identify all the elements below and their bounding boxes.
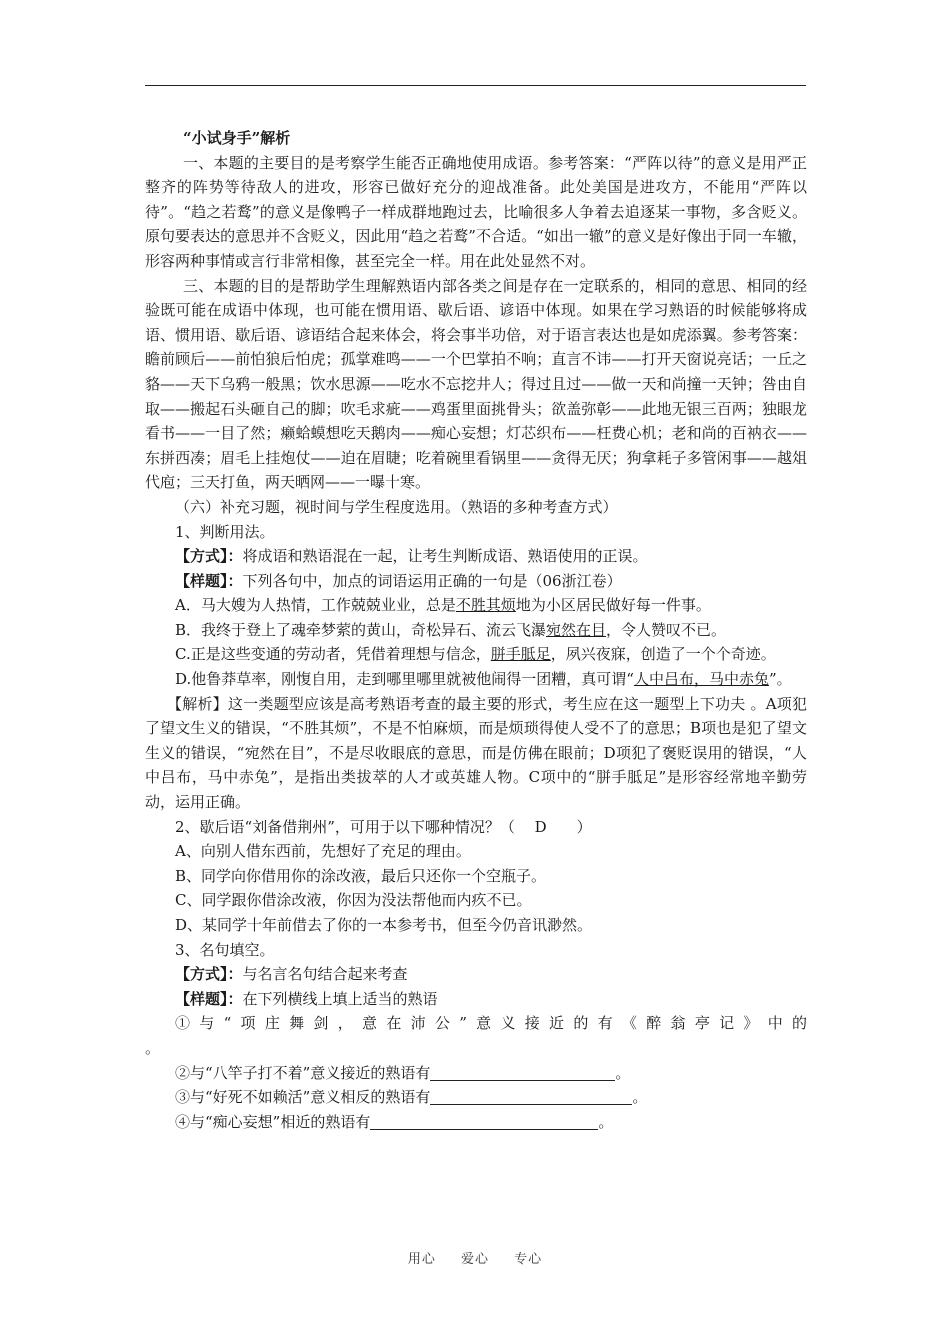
answer-blank[interactable] xyxy=(430,1090,632,1105)
q3-item-4: ④与“痴心妄想”相近的熟语有 。 xyxy=(175,1112,614,1131)
q1-sample xyxy=(145,569,807,594)
section-title: “小试身手”解析 xyxy=(183,129,291,147)
q2-question: 2、歇后语“刘备借荆州”，可用于以下哪种情况？（ D ） xyxy=(175,817,592,836)
method-text: 将成语和熟语混在一起，让考生判断成语、熟语使用的正误。 xyxy=(242,547,648,566)
answer-blank[interactable] xyxy=(430,1066,615,1081)
footer-word: 专心 xyxy=(514,1252,543,1267)
q3-method xyxy=(145,962,807,987)
sample-label: 【样题】： xyxy=(175,571,243,590)
sample-text: 下列各句中，加点的词语运用正确的一句是（06浙江卷） xyxy=(242,571,622,590)
q1-option-a: A．马大嫂为人热情，工作兢兢业业，总是不胜其烦地为小区居民做好每一件事。 xyxy=(175,596,711,615)
q1-analysis: 【解析】这一类题型应该是高考熟语考查的最主要的形式，考生应在这一题型上下功夫 。A项犯了望文生义的错误，“不胜其烦”，不是不怕麻烦，而是烦琐得使人受不了的意思；B项也是犯了望文生义的错误，“宛然在目”，不是尽收眼底的意思，而是仿佛在眼前；D项犯了褒贬误用的错误，“人中吕布，马中赤兔”，是指出类拔萃的人才或英雄人物。C项中的“胼手胝足”是形容经常地辛勤劳动，运用正确。 xyxy=(145,694,807,812)
method-label: 【方式】： xyxy=(175,965,243,984)
section-6-heading: （六）补充习题，视时间与学生程度选用。（熟语的多种考查方式） xyxy=(175,497,618,516)
q3-heading: 3、名句填空。 xyxy=(175,940,275,959)
q3-item-3: ③与“好死不如赖活”意义相反的熟语有 。 xyxy=(175,1088,648,1107)
document-body xyxy=(145,126,807,1134)
q3-item-1-end: 。 xyxy=(145,1038,161,1057)
q3-item-1: ①与“项庄舞剑，意在沛公”意义接近的有《醉翁亭记》中的 xyxy=(175,1014,807,1033)
sample-text: 在下列横线上填上适当的熟语 xyxy=(242,989,438,1008)
header-rule xyxy=(145,85,806,86)
method-text: 与名言名句结合起来考查 xyxy=(242,965,408,984)
underlined-term: 人中吕布，马中赤兔 xyxy=(633,670,769,689)
q1-option-d: D.他鲁莽草率，刚愎自用，走到哪里哪里就被他闹得一团糟，真可谓“人中吕布，马中赤兔”。 xyxy=(175,670,792,689)
q1-option-b: B．我终于登上了魂牵梦萦的黄山，奇松异石、流云飞瀑宛然在目，令人赞叹不已。 xyxy=(175,620,727,639)
method-label: 【方式】： xyxy=(175,547,243,566)
paragraph-3: 三、本题的目的是帮助学生理解熟语内部各类之间是存在一定联系的，相同的意思、相同的经验既可能在成语中体现，也可能在惯用语、歇后语、谚语中体现。如果在学习熟语的时候能够将成语、惯用语、歇后语、谚语结合起来体会，将会事半功倍，对于语言表达也是如虎添翼。参考答案：瞻前顾后——前怕狼后怕虎；孤掌难鸣——一个巴掌拍不响；直言不讳——打开天窗说亮话；一丘之貉——天下乌鸦一般黑；饮水思源——吃水不忘挖井人；得过且过——做一天和尚撞一天钟；咎由自取——搬起石头砸自己的脚；吹毛求疵——鸡蛋里面挑骨头；欲盖弥彰——此地无银三百两；独眼龙看书——一目了然；癞蛤蟆想吃天鹅肉——痴心妄想；灯芯织布——枉费心机；老和尚的百衲衣——东拼西凑；眉毛上挂炮仗——迫在眉睫；吃着碗里看锅里——贪得无厌；狗拿耗子多管闲事——越俎代庖；三天打鱼，两天晒网——一曝十寒。 xyxy=(145,276,807,492)
q2-option-a: A、向别人借东西前，先想好了充足的理由。 xyxy=(175,842,471,861)
q2-option-b: B、同学向你借用你的涂改液，最后只还你一个空瓶子。 xyxy=(175,866,547,885)
q2-option-d: D、某同学十年前借去了你的一本参考书，但至今仍音讯渺然。 xyxy=(175,916,593,934)
q3-sample xyxy=(145,987,807,1012)
footer-word: 用心 xyxy=(407,1252,436,1267)
q3-item-2: ②与“八竿子打不着”意义接近的熟语有 。 xyxy=(175,1063,631,1082)
footer-word: 爱心 xyxy=(460,1252,489,1267)
page-footer xyxy=(0,1248,950,1267)
underlined-term: 宛然在目 xyxy=(546,620,607,639)
q1-option-c: C.正是这些变通的劳动者，凭借着理想与信念，胼手胝足，夙兴夜寐，创造了一个个奇迹。 xyxy=(175,645,776,664)
underlined-term: 不胜其烦 xyxy=(455,596,516,615)
paragraph-1: 一、本题的主要目的是考察学生能否正确地使用成语。参考答案：“严阵以待”的意义是用严正整齐的阵势等待敌人的进攻，形容已做好充分的迎战准备。此处美国是进攻方，不能用“严阵以待”。“趋之若鹜”的意义是像鸭子一样成群地跑过去，比喻很多人争着去追逐某一事物，多含贬义。原句要表达的意思并不含贬义，因此用“趋之若鹜”不合适。“如出一辙”的意义是好像出于同一车辙，形容两种事情或言行非常相像，甚至完全一样。用在此处显然不对。 xyxy=(145,153,807,270)
q1-method xyxy=(145,544,807,569)
q2-option-c: C、同学跟你借涂改液，你因为没法帮他而内疚不已。 xyxy=(175,891,532,910)
underlined-term: 胼手胝足 xyxy=(490,645,551,664)
sample-label: 【样题】： xyxy=(175,989,243,1008)
answer-blank[interactable] xyxy=(370,1115,598,1130)
q1-heading: 1、判断用法。 xyxy=(175,522,275,541)
